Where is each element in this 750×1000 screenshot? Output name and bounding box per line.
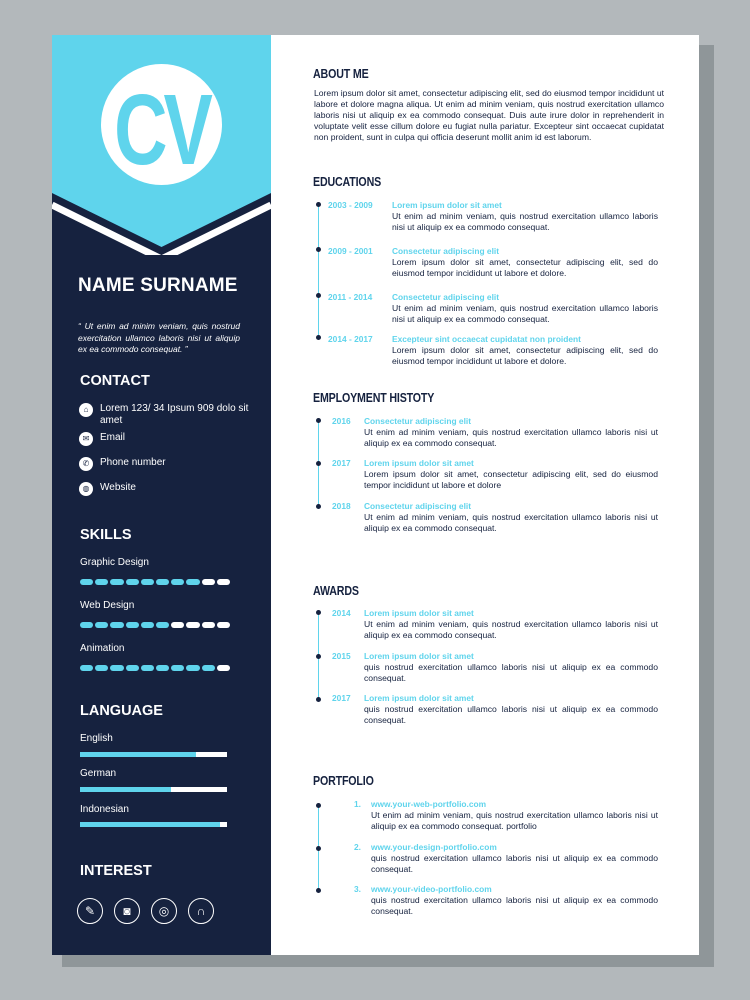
portfolio-desc: quis nostrud exercitation ullamco laboris nisi ut aliquip ex ea commodo consequat.: [371, 895, 658, 916]
camera-icon: ◙: [114, 898, 140, 924]
skill-dash: [141, 622, 154, 628]
skill-dash: [110, 622, 123, 628]
interest-icons: [77, 898, 214, 924]
skill-dash: [217, 622, 230, 628]
sidebar: [52, 35, 271, 955]
portfolio-number: 2.: [354, 842, 361, 852]
education-timeline: [318, 204, 319, 335]
skill-dash: [95, 579, 108, 585]
skill-bar: [80, 665, 230, 671]
portfolio-link[interactable]: www.your-video-portfolio.com: [371, 884, 492, 894]
language-bar: [80, 822, 227, 827]
language-bar-fill: [80, 822, 220, 827]
timeline-dot: [316, 461, 321, 466]
contact-website-text: Website: [100, 482, 136, 493]
skill-dash: [186, 665, 199, 671]
award-desc: quis nostrud exercitation ullamco laboris nisi ut aliquip ex ea commodo consequat.: [364, 704, 658, 725]
contact-email[interactable]: [79, 432, 125, 446]
employment-desc: Ut enim ad minim veniam, quis nostrud exercitation ullamco laboris nisi ut aliquip ex ea commodo consequat.: [364, 512, 658, 533]
skill-dash: [110, 665, 123, 671]
education-heading: Excepteur sint occaecat cupidatat non proident: [392, 334, 581, 344]
employment-heading: Consectetur adipiscing elit: [364, 501, 472, 511]
education-heading: Consectetur adipiscing elit: [392, 246, 500, 256]
phone-icon: ✆: [79, 457, 93, 471]
education-heading: Consectetur adipiscing elit: [392, 292, 500, 302]
language-bar-fill: [80, 787, 171, 792]
employment-heading: Lorem ipsum dolor sit amet: [364, 458, 474, 468]
education-year: 2009 - 2001: [328, 246, 373, 256]
skill-dash: [217, 665, 230, 671]
about-text: Lorem ipsum dolor sit amet, consectetur adipiscing elit, sed do eiusmod tempor incididunt ut labore et dolore magna aliqua. Ut enim ad minim veniam, quis nostrud exercitation ullamco laboris nisi ut aliquip ex ea commodo consequat. Duis aute irure dolor in reprehenderit in voluptate velit esse cillum dolore eu fugiat nulla pariatur. Excepteur sint occaecat cupidatat non proident, sunt in culpa qui officia deserunt mollit anim id est laborum.: [314, 88, 664, 142]
skill-label: Graphic Design: [80, 557, 149, 568]
skill-dash: [80, 665, 93, 671]
contact-title: CONTACT: [80, 373, 150, 389]
portfolio-link[interactable]: www.your-design-portfolio.com: [371, 842, 497, 852]
language-bar: [80, 787, 227, 792]
education-year: 2003 - 2009: [328, 200, 373, 210]
timeline-dot: [316, 418, 321, 423]
timeline-dot: [316, 697, 321, 702]
contact-phone-text: Phone number: [100, 457, 166, 468]
skill-dash: [156, 665, 169, 671]
candidate-name: NAME SURNAME: [78, 275, 238, 296]
employment-title: EMPLOYMENT HISTOTY: [313, 390, 435, 405]
timeline-dot: [316, 654, 321, 659]
contact-address-text: Lorem 123/ 34 Ipsum 909 dolo sit amet: [100, 403, 249, 426]
award-heading: Lorem ipsum dolor sit amet: [364, 693, 474, 703]
skill-dash: [171, 579, 184, 585]
skill-dash: [126, 622, 139, 628]
education-desc: Lorem ipsum dolor sit amet, consectetur adipiscing elit, sed do eiusmod tempor incididunt ut labore et dolore.: [392, 257, 658, 278]
language-label: Indonesian: [80, 804, 129, 815]
portfolio-number: 3.: [354, 884, 361, 894]
employment-year: 2016: [332, 416, 351, 426]
portfolio-desc: quis nostrud exercitation ullamco laboris nisi ut aliquip ex ea commodo consequat.: [371, 853, 658, 874]
portfolio-title: PORTFOLIO: [313, 773, 374, 788]
education-desc: Ut enim ad minim veniam, quis nostrud exercitation ullamco laboris nisi ut aliquip ex ea commodo consequat.: [392, 303, 658, 324]
award-year: 2017: [332, 693, 351, 703]
candidate-quote: “ Ut enim ad minim veniam, quis nostrud exercitation ullamco laboris nisi ut aliquip ex ea commodo consequat. ”: [78, 321, 240, 354]
portfolio-number: 1.: [354, 799, 361, 809]
skill-dash: [202, 665, 215, 671]
timeline-dot: [316, 202, 321, 207]
skill-dash: [126, 665, 139, 671]
skill-dash: [202, 622, 215, 628]
skill-dash: [80, 622, 93, 628]
skill-dash: [186, 622, 199, 628]
employment-year: 2018: [332, 501, 351, 511]
skill-bar: [80, 622, 230, 628]
skill-dash: [171, 622, 184, 628]
contact-website[interactable]: [79, 482, 136, 496]
skill-dash: [126, 579, 139, 585]
skill-dash: [171, 665, 184, 671]
education-heading: Lorem ipsum dolor sit amet: [392, 200, 502, 210]
language-bar-fill: [80, 752, 196, 757]
education-year: 2014 - 2017: [328, 334, 373, 344]
skill-label: Animation: [80, 643, 125, 654]
contact-phone[interactable]: [79, 457, 166, 471]
contact-address: [79, 403, 259, 427]
headphones-icon: ∩: [188, 898, 214, 924]
cv-logo-text: CV: [114, 73, 209, 186]
skill-dash: [95, 622, 108, 628]
skill-dash: [186, 579, 199, 585]
skill-dash: [80, 579, 93, 585]
award-year: 2015: [332, 651, 351, 661]
employment-desc: Lorem ipsum dolor sit amet, consectetur adipiscing elit, sed do eiusmod tempor incididunt ut labore et dolore: [364, 469, 658, 490]
contact-email-text: Email: [100, 432, 126, 443]
language-title: LANGUAGE: [80, 703, 163, 719]
skill-dash: [95, 665, 108, 671]
pencil-icon: ✎: [77, 898, 103, 924]
globe-icon: ◍: [79, 482, 93, 496]
interest-title: INTEREST: [80, 863, 152, 879]
award-desc: quis nostrud exercitation ullamco laboris nisi ut aliquip ex ea commodo consequat.: [364, 662, 658, 683]
language-label: English: [80, 733, 113, 744]
mail-icon: ✉: [79, 432, 93, 446]
resume-sheet: [52, 35, 699, 955]
timeline-dot: [316, 293, 321, 298]
basketball-icon: ◎: [151, 898, 177, 924]
portfolio-desc: Ut enim ad minim veniam, quis nostrud exercitation ullamco laboris nisi ut aliquip ex ea commodo consequat. portfolio: [371, 810, 658, 831]
timeline-dot: [316, 888, 321, 893]
skill-dash: [156, 622, 169, 628]
award-heading: Lorem ipsum dolor sit amet: [364, 608, 474, 618]
portfolio-link[interactable]: www.your-web-portfolio.com: [371, 799, 487, 809]
home-icon: ⌂: [79, 403, 93, 417]
skill-dash: [141, 579, 154, 585]
skills-title: SKILLS: [80, 527, 132, 543]
language-bar: [80, 752, 227, 757]
education-title: EDUCATIONS: [313, 174, 382, 189]
timeline-dot: [316, 335, 321, 340]
skill-dash: [110, 579, 123, 585]
education-desc: Ut enim ad minim veniam, quis nostrud exercitation ullamco laboris nisi ut aliquip ex ea commodo consequat.: [392, 211, 658, 232]
education-desc: Lorem ipsum dolor sit amet, consectetur adipiscing elit, sed do eiusmod tempor incididunt ut labore et dolore.: [392, 345, 658, 366]
skill-dash: [141, 665, 154, 671]
timeline-dot: [316, 803, 321, 808]
education-year: 2011 - 2014: [328, 292, 373, 302]
award-heading: Lorem ipsum dolor sit amet: [364, 651, 474, 661]
skill-label: Web Design: [80, 600, 135, 611]
skill-dash: [156, 579, 169, 585]
award-desc: Ut enim ad minim veniam, quis nostrud exercitation ullamco laboris nisi ut aliquip ex ea commodo consequat.: [364, 619, 658, 640]
skill-dash: [202, 579, 215, 585]
skill-bar: [80, 579, 230, 585]
skill-dash: [217, 579, 230, 585]
timeline-dot: [316, 846, 321, 851]
timeline-dot: [316, 504, 321, 509]
about-title: ABOUT ME: [313, 66, 369, 81]
timeline-dot: [316, 610, 321, 615]
award-year: 2014: [332, 608, 351, 618]
employment-heading: Consectetur adipiscing elit: [364, 416, 472, 426]
employment-desc: Ut enim ad minim veniam, quis nostrud exercitation ullamco laboris nisi ut aliquip ex ea commodo consequat.: [364, 427, 658, 448]
timeline-dot: [316, 247, 321, 252]
cv-logo: [101, 64, 222, 185]
awards-title: AWARDS: [313, 583, 359, 598]
language-label: German: [80, 768, 117, 779]
employment-year: 2017: [332, 458, 351, 468]
